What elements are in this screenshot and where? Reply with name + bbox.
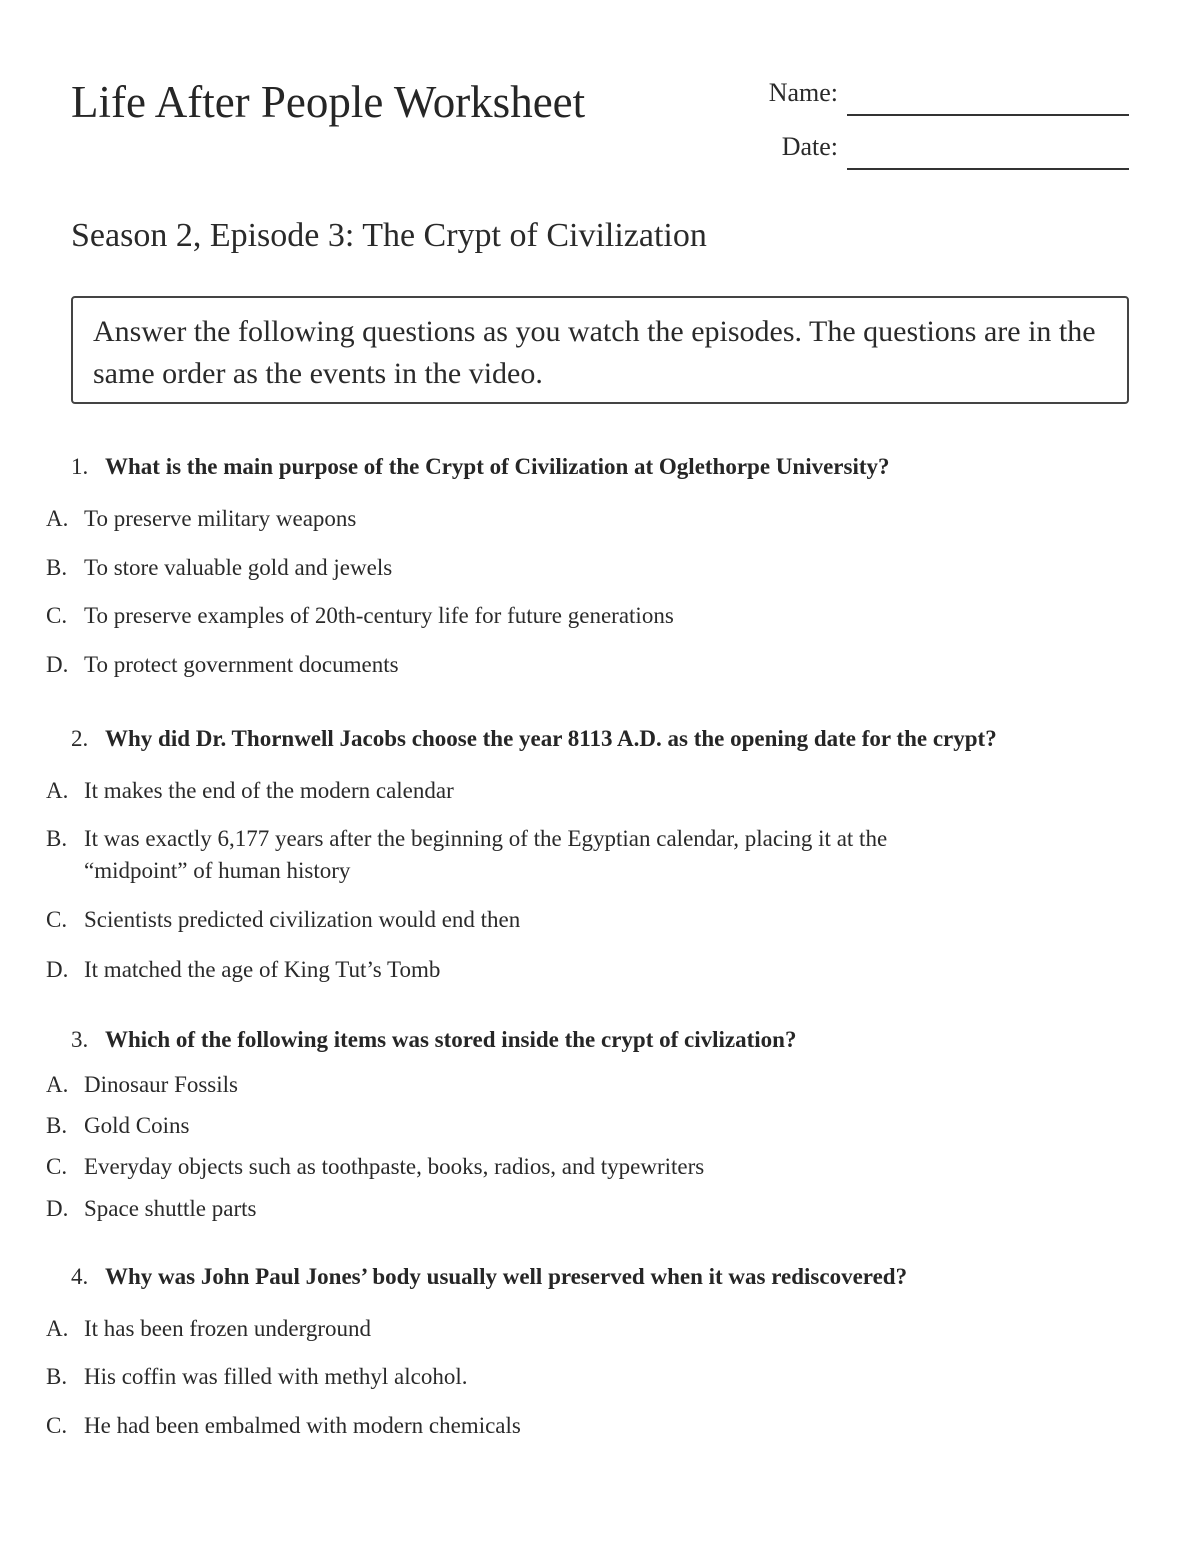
- option-letter: B.: [46, 826, 68, 851]
- option-text: It has been frozen underground: [84, 1316, 371, 1341]
- option-text: To store valuable gold and jewels: [84, 555, 393, 580]
- option-text: Everyday objects such as toothpaste, books, radios, and typewriters: [84, 1154, 705, 1179]
- instructions-box: [71, 296, 1129, 404]
- question-text: Which of the following items was stored inside the crypt of civlization?: [105, 1027, 797, 1052]
- question-text: What is the main purpose of the Crypt of Civilization at Oglethorpe University?: [105, 454, 890, 479]
- option-text: It matched the age of King Tut’s Tomb: [84, 957, 441, 982]
- option-letter: D.: [46, 957, 69, 982]
- question-number: 1.: [71, 454, 89, 479]
- option-letter: D.: [46, 652, 69, 677]
- option-text: His coffin was filled with methyl alcohol.: [84, 1364, 468, 1389]
- question-number: 4.: [71, 1264, 89, 1289]
- option-text: To preserve military weapons: [84, 506, 357, 531]
- option-letter: A.: [46, 778, 69, 803]
- option-letter: D.: [46, 1196, 69, 1221]
- name-label: Name:: [768, 78, 838, 107]
- option-letter: A.: [46, 1316, 69, 1341]
- option-letter: C.: [46, 1154, 68, 1179]
- option-text: He had been embalmed with modern chemicals: [84, 1413, 521, 1438]
- question-text: Why did Dr. Thornwell Jacobs choose the year 8113 A.D. as the opening date for the crypt?: [105, 726, 997, 751]
- option-letter: B.: [46, 1113, 68, 1138]
- option-text: It makes the end of the modern calendar: [84, 778, 454, 803]
- name-field[interactable]: [847, 114, 1129, 116]
- option-letter: C.: [46, 1413, 68, 1438]
- instructions-text: Answer the following questions as you watch the episodes. The questions are in the same order as the events in the video.: [93, 315, 1096, 390]
- option-text: Scientists predicted civilization would end then: [84, 907, 521, 932]
- option-text: Dinosaur Fossils: [84, 1072, 238, 1097]
- option-text: To protect government documents: [84, 652, 399, 677]
- option-letter: B.: [46, 555, 68, 580]
- date-label: Date:: [781, 132, 838, 161]
- option-text: Space shuttle parts: [84, 1196, 257, 1221]
- option-letter: A.: [46, 506, 69, 531]
- option-text: To preserve examples of 20th-century life for future generations: [84, 603, 674, 628]
- option-text: Gold Coins: [84, 1113, 190, 1138]
- question-number: 3.: [71, 1027, 89, 1052]
- worksheet-title: Life After People Worksheet: [71, 77, 586, 127]
- date-field[interactable]: [847, 168, 1129, 170]
- option-letter: A.: [46, 1072, 69, 1097]
- option-letter: B.: [46, 1364, 68, 1389]
- question-text: Why was John Paul Jones’ body usually well preserved when it was rediscovered?: [105, 1264, 908, 1289]
- question-number: 2.: [71, 726, 89, 751]
- episode-subtitle: Season 2, Episode 3: The Crypt of Civilization: [71, 217, 707, 254]
- option-letter: C.: [46, 603, 68, 628]
- option-letter: C.: [46, 907, 68, 932]
- option-text: It was exactly 6,177 years after the beginning of the Egyptian calendar, placing it at the “midpoint” of human history: [84, 826, 888, 883]
